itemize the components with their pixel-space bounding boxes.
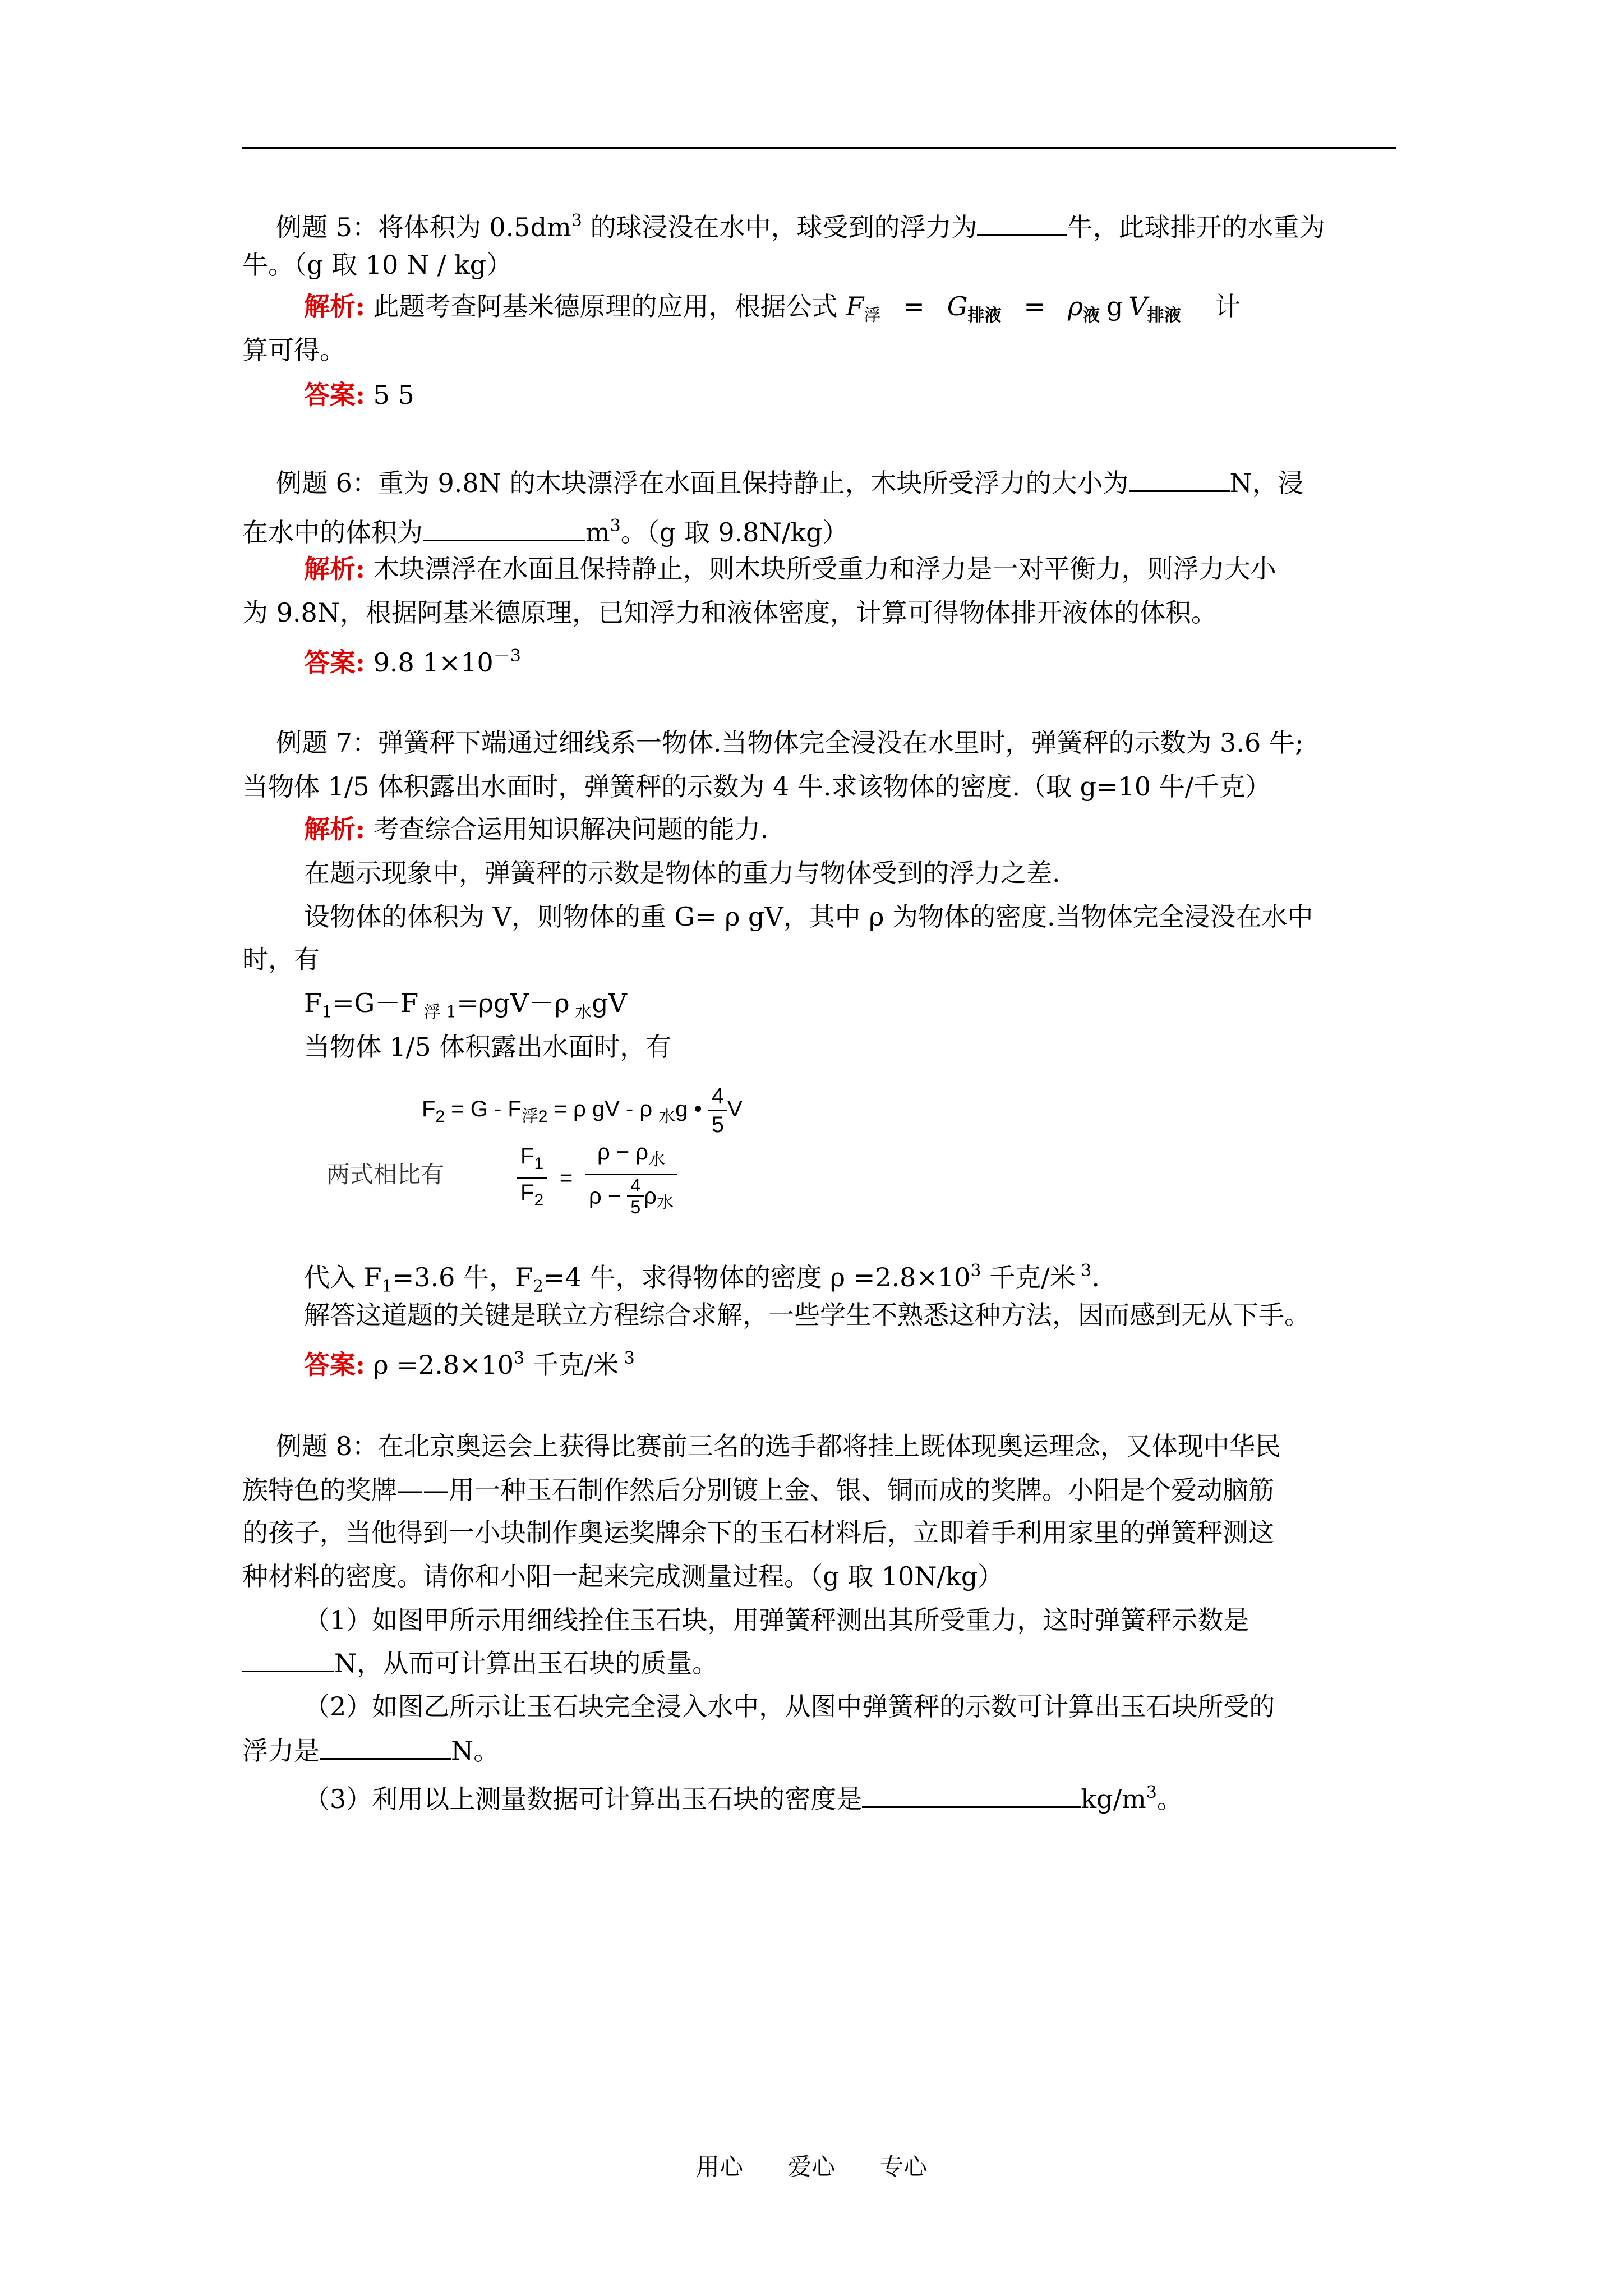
ex6-analysis: 解析: 木块漂浮在水面且保持静止，则木块所受重力和浮力是一对平衡力，则浮力大小: [304, 554, 1276, 584]
ex7-para5: 代入 $F_1=3.6$ 牛，$F_2=4$ 牛，求得物体的密度 $\rho =2.8\times 10^3$ 千克/米 $^3$.: [304, 1261, 1100, 1296]
ex7-analysis: 解析: 考查综合运用知识解决问题的能力.: [304, 814, 769, 844]
fraction-density-ratio: $\rho - \rho_水$ ρ − $\frac{4}{5}$ $\rho_水$: [585, 1139, 677, 1217]
ex7-para6: 解答这道题的关键是联立方程综合求解，一些学生不熟悉这种方法，因而感到无从下手。: [304, 1300, 1310, 1330]
ex7-ratio-equation: $\frac{F_1}{F_2}$ = $\rho - \rho_水$ ρ − $\frac{4}{5}$ $\rho_水$: [517, 1139, 677, 1217]
fraction-four-fifths: $\frac{4}{5}$: [708, 1083, 727, 1138]
ex6-analysis-line2: 为 9.8N，根据阿基米德原理，已知浮力和液体密度，计算可得物体排开液体的体积。: [242, 597, 1218, 628]
ex8-line4: 种材料的密度。请你和小阳一起来完成测量过程。（g 取 10N/kg）: [242, 1561, 1004, 1591]
ex8-step2: （2）如图乙所示让玉石块完全浸入水中，从图中弹簧秤的示数可计算出玉石块所受的: [304, 1691, 1275, 1722]
fraction-f1-f2: $\frac{F_1}{F_2}$: [517, 1143, 547, 1214]
page-footer: 用心 爱心 专心: [695, 2153, 928, 2180]
ex8-line2: 族特色的奖牌——用一种玉石制作然后分别镀上金、银、铜而成的奖牌。小阳是个爱动脑筋: [242, 1475, 1274, 1505]
ex7-para3: 时，有: [242, 944, 320, 974]
ex8-line1: 例题 8：在北京奥运会上获得比赛前三名的选手都将挂上既体现奥运理念，又体现中华民: [276, 1431, 1281, 1461]
ex7-question-line1: 例题 7：弹簧秤下端通过细线系一物体.当物体完全浸没在水里时，弹簧秤的示数为 3.6 牛;: [276, 728, 1304, 758]
ex8-step2-line2: 浮力是 N。: [242, 1733, 499, 1768]
ex8-line3: 的孩子，当他得到一小块制作奥运奖牌余下的玉石材料后，立即着手利用家里的弹簧秤测这: [242, 1517, 1274, 1548]
ex5-answer: 答案: 5 5: [304, 380, 414, 410]
ex6-question-line1: 例题 6：重为 9.8N 的木块漂浮在水面且保持静止，木块所受浮力的大小为 N，浸: [276, 466, 1304, 500]
ex5-question-line2: 牛。（g 取 10 N / kg）: [242, 250, 513, 280]
ex5-analysis: 解析: 此题考查阿基米德原理的应用，根据公式 $F_浮 = G_{排液} = \rho_液$ g $V_{排液}$ 计: [304, 291, 1241, 325]
ex8-step1: （1）如图甲所示用细线拴住玉石块，用弹簧秤测出其所受重力，这时弹簧秤示数是: [304, 1605, 1249, 1635]
ex7-answer: 答案: $\rho =2.8\times 10^3$ 千克/米 $^3$: [304, 1349, 635, 1380]
ex6-question-line2: 在水中的体积为 $m^3$。（g 取 9.8N/kg）: [242, 516, 849, 547]
ex5-analysis-line2: 算可得。: [242, 335, 345, 365]
ex7-para2: 设物体的体积为 V，则物体的重 G= ρ gV，其中 ρ 为物体的密度.当物体完全浸没在水中: [304, 901, 1313, 932]
ex7-question-line2: 当物体 1/5 体积露出水面时，弹簧秤的示数为 4 牛.求该物体的密度.（取 g=10 牛/千克）: [242, 771, 1271, 802]
ex5-question-line1: 例题 5：将体积为 $0.5dm^3$ 的球浸没在水中，球受到的浮力为 牛，此球排开的水重为: [276, 211, 1325, 242]
ex7-para4: 当物体 1/5 体积露出水面时，有: [304, 1032, 672, 1062]
ex7-equation1: $F_1=G-F$ $_{浮 1}$=ρgV－ρ $_水$gV: [304, 988, 627, 1022]
ex8-step1-line2: N，从而可计算出玉石块的质量。: [242, 1646, 718, 1680]
ex8-step3: （3）利用以上测量数据可计算出玉石块的密度是 $kg/m^3$。: [304, 1783, 1183, 1814]
header-rule: [242, 147, 1396, 149]
ex6-answer: 答案: 9.8 $1\times 10^{-3}$: [304, 646, 521, 678]
ex7-ratio-label: 两式相比有: [326, 1161, 445, 1188]
ex7-equation2: $F_2 = G - F_{浮2} = \rho$ gV - ρ $_水$g • $\frac{4}{5}$ V: [422, 1084, 743, 1137]
ex7-para1: 在题示现象中，弹簧秤的示数是物体的重力与物体受到的浮力之差.: [304, 858, 1061, 888]
